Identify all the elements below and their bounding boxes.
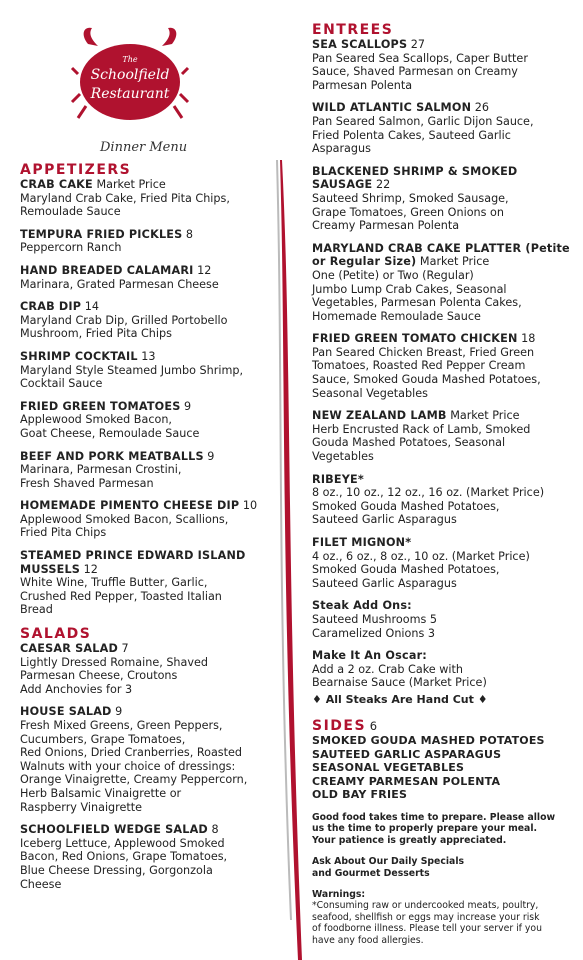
menu-item-price: Market Price: [416, 255, 490, 269]
entrees-list: [312, 38, 574, 690]
sides-list: [312, 734, 574, 802]
menu-item-desc: Vegetables: [312, 450, 374, 464]
menu-item-price: 27: [407, 38, 426, 51]
menu-item-heading: [20, 264, 270, 278]
menu-item-desc: Parmesan Cheese, Croutons: [20, 669, 178, 683]
menu-item-desc: Orange Vinaigrette, Creamy Peppercorn,: [20, 773, 248, 787]
menu-item: [312, 649, 574, 690]
menu-item-desc: Cucumbers, Grape Tomatoes,: [20, 732, 186, 746]
left-column: [20, 162, 270, 900]
menu-item-price: 12: [80, 562, 98, 576]
menu-item-name: Steak Add Ons:: [312, 599, 412, 613]
note-line: us the time to properly prepare your meal.: [312, 823, 538, 835]
menu-item-heading: [312, 649, 574, 663]
menu-item: [20, 499, 270, 540]
salads-list: [20, 642, 270, 891]
menu-item-heading: [20, 823, 270, 837]
menu-item-name: SCHOOLFIELD WEDGE SALAD: [20, 823, 208, 837]
side-item: SAUTEED GARLIC ASPARAGUS: [312, 747, 502, 761]
menu-item-name: MARYLAND CRAB CAKE PLATTER (Petite or Regular Size): [312, 241, 570, 269]
steaks-note: ♦ All Steaks Are Hand Cut ♦: [312, 692, 488, 706]
menu-item: [312, 536, 574, 590]
menu-item-price: Market Price: [446, 409, 520, 423]
menu-item-name: BLACKENED SHRIMP & SMOKED SAUSAGE: [312, 164, 518, 192]
menu-item-desc: Crushed Red Pepper, Toasted Italian: [20, 589, 222, 603]
menu-item: [312, 473, 574, 527]
menu-item-desc: Fresh Shaved Parmesan: [20, 476, 154, 490]
menu-item-desc: Smoked Gouda Mashed Potatoes,: [312, 563, 500, 577]
menu-item-price: 14: [81, 300, 99, 314]
menu-item-heading: [20, 549, 270, 576]
menu-item-price: 26: [471, 101, 489, 115]
menu-item-heading: [20, 178, 270, 192]
warnings: [312, 889, 574, 946]
menu-item-desc: Add Anchovies for 3: [20, 682, 133, 696]
menu-item-name: CAESAR SALAD: [20, 642, 118, 656]
menu-item-desc: Mushroom, Fried Pita Chips: [20, 327, 172, 341]
menu-item-name: HOUSE SALAD: [20, 705, 112, 719]
menu-item: [312, 409, 574, 463]
menu-item-heading: [20, 350, 270, 364]
side-item: OLD BAY FRIES: [312, 788, 408, 802]
menu-item: [20, 705, 270, 814]
menu-item-name: SEA SCALLOPS: [312, 38, 408, 51]
menu-item: [312, 242, 574, 324]
menu-item-desc: Bearnaise Sauce (Market Price): [312, 676, 487, 690]
menu-item-price: 13: [137, 349, 156, 363]
note-line: *Consuming raw or undercooked meats, poultry,: [312, 900, 539, 912]
menu-item-name: RIBEYE*: [312, 472, 364, 486]
divider-swoosh: [276, 160, 306, 960]
menu-item-heading: [312, 101, 574, 115]
warnings-text: [312, 900, 574, 946]
menu-item-desc: Sauteed Garlic Asparagus: [312, 513, 457, 527]
menu-item-name: SHRIMP COCKTAIL: [20, 349, 138, 363]
menu-item-name: FRIED GREEN TOMATOES: [20, 399, 181, 413]
appetizers-list: [20, 178, 270, 617]
menu-item-desc: Caramelized Onions 3: [312, 626, 435, 640]
menu-item-desc: Homemade Remoulade Sauce: [312, 309, 481, 323]
logo-line1: The: [122, 55, 138, 64]
menu-item-price: 7: [117, 642, 129, 656]
warnings-title: Warnings:: [312, 888, 366, 900]
menu-item-desc: Pan Seared Salmon, Garlic Dijon Sauce,: [312, 114, 534, 128]
menu-item-desc: Tomatoes, Roasted Red Pepper Cream: [312, 359, 526, 373]
menu-item-desc: Seasonal Vegetables: [312, 386, 428, 400]
menu-item: [20, 549, 270, 617]
menu-item-desc: Bacon, Red Onions, Grape Tomatoes,: [20, 850, 228, 864]
menu-item-desc: Herb Encrusted Rack of Lamb, Smoked: [312, 422, 531, 436]
menu-item: [20, 264, 270, 291]
menu-item-name: NEW ZEALAND LAMB: [312, 409, 447, 423]
menu-item-desc: White Wine, Truffle Butter, Garlic,: [20, 576, 208, 590]
menu-item-price: 10: [239, 499, 258, 513]
menu-item-desc: Iceberg Lettuce, Applewood Smoked: [20, 836, 225, 850]
menu-item-desc: Cheese: [20, 877, 62, 891]
menu-item-desc: Bread: [20, 603, 53, 617]
menu-item-heading: [312, 38, 574, 52]
sides-title: [312, 718, 574, 734]
sides-title-text: SIDES: [312, 717, 367, 734]
menu-item-desc: 4 oz., 6 oz., 8 oz., 10 oz. (Market Price): [312, 549, 530, 563]
menu-item: [20, 228, 270, 255]
side-item: SMOKED GOUDA MASHED POTATOES: [312, 733, 545, 747]
menu-item-desc: Pan Seared Sea Scallops, Caper Butter: [312, 51, 528, 65]
menu-item-heading: [20, 228, 270, 242]
menu-item-name: FRIED GREEN TOMATO CHICKEN: [312, 332, 518, 346]
menu-item-heading: [20, 450, 270, 464]
menu-item-price: 9: [203, 449, 215, 463]
right-column: [312, 22, 574, 946]
menu-item-desc: Marinara, Parmesan Crostini,: [20, 463, 182, 477]
menu-item-heading: [312, 409, 574, 423]
menu-item-desc: Maryland Crab Cake, Fried Pita Chips,: [20, 191, 230, 205]
menu-item-desc: Pan Seared Chicken Breast, Fried Green: [312, 345, 535, 359]
menu-item-desc: Sauce, Smoked Gouda Mashed Potatoes,: [312, 373, 541, 387]
menu-item-desc: Sauteed Mushrooms 5: [312, 612, 437, 626]
menu-item-price: 22: [372, 178, 391, 192]
logo-line2: Schoolfield: [90, 67, 170, 83]
menu-item-desc: Smoked Gouda Mashed Potatoes,: [312, 499, 500, 513]
menu-item-desc: Marinara, Grated Parmesan Cheese: [20, 277, 219, 291]
crab-logo: [70, 24, 190, 134]
menu-item-name: TEMPURA FRIED PICKLES: [20, 227, 183, 241]
menu-item-name: HAND BREADED CALAMARI: [20, 263, 194, 277]
note-line: Ask About Our Daily Specials: [312, 856, 465, 868]
menu-item-desc: Lightly Dressed Romaine, Shaved: [20, 655, 208, 669]
menu-item: [20, 400, 270, 441]
menu-item-desc: 8 oz., 10 oz., 12 oz., 16 oz. (Market Price): [312, 486, 545, 500]
note-line: have any food allergies.: [312, 934, 424, 946]
menu-item-desc: Grape Tomatoes, Green Onions on: [312, 205, 504, 219]
menu-item: [312, 38, 574, 92]
menu-item-price: 8: [207, 823, 219, 837]
menu-item-desc: Jumbo Lump Crab Cakes, Seasonal: [312, 282, 507, 296]
menu-item-heading: [312, 473, 574, 487]
menu-item-name: BEEF AND PORK MEATBALLS: [20, 449, 204, 463]
menu-item-desc: Raspberry Vinaigrette: [20, 800, 143, 814]
menu-item-price: 9: [111, 705, 123, 719]
menu-item-desc: Red Onions, Dried Cranberries, Roasted: [20, 746, 243, 760]
menu-item-desc: Maryland Crab Dip, Grilled Portobello: [20, 313, 228, 327]
menu-item-price: 8: [182, 227, 194, 241]
menu-item-heading: [312, 536, 574, 550]
menu-item-heading: [20, 300, 270, 314]
menu-item-desc: Applewood Smoked Bacon,: [20, 413, 172, 427]
menu-item-desc: Fried Pita Chips: [20, 526, 107, 540]
menu-item-name: FILET MIGNON*: [312, 536, 412, 549]
menu-item-desc: Fried Polenta Cakes, Sauteed Garlic: [312, 128, 511, 142]
menu-item-desc: One (Petite) or Two (Regular): [312, 268, 474, 282]
salads-title: SALADS: [20, 626, 92, 643]
menu-item: [312, 101, 574, 155]
menu-item-desc: Goat Cheese, Remoulade Sauce: [20, 426, 200, 440]
menu-item-name: CRAB CAKE: [20, 178, 93, 191]
menu-item-desc: Remoulade Sauce: [20, 205, 121, 219]
menu-item-desc: Herb Balsamic Vinaigrette or: [20, 786, 182, 800]
menu-item-price: 9: [180, 399, 192, 413]
menu-item: [312, 332, 574, 400]
menu-item-desc: Add a 2 oz. Crab Cake with: [312, 662, 463, 676]
menu-item-price: 12: [193, 263, 212, 277]
menu-item-name: STEAMED PRINCE EDWARD ISLAND MUSSELS: [20, 549, 246, 576]
menu-item: [20, 642, 270, 696]
entrees-title: ENTREES: [312, 22, 394, 38]
menu-item-desc: Blue Cheese Dressing, Gorgonzola: [20, 863, 213, 877]
note-line: Your patience is greatly appreciated.: [312, 834, 507, 846]
menu-item: [20, 300, 270, 341]
menu-item-heading: [20, 499, 270, 513]
menu-item-desc: Sauteed Shrimp, Smoked Sausage,: [312, 191, 509, 205]
side-item: SEASONAL VEGETABLES: [312, 761, 465, 775]
menu-subtitle: Dinner Menu: [100, 140, 188, 155]
prepare-note: [312, 812, 574, 846]
menu-item-heading: [20, 705, 270, 719]
menu-item-heading: [20, 642, 270, 656]
menu-item-price: 18: [517, 332, 536, 346]
menu-item-desc: Fresh Mixed Greens, Green Peppers,: [20, 719, 223, 732]
menu-item-name: Make It An Oscar:: [312, 649, 427, 663]
appetizers-title: APPETIZERS: [20, 162, 132, 178]
menu-item-desc: Creamy Parmesan Polenta: [312, 219, 460, 233]
logo-line3: Restaurant: [90, 86, 170, 102]
menu-item-desc: Peppercorn Ranch: [20, 241, 122, 255]
note-line: of foodborne illness. Please tell your server if you: [312, 923, 542, 935]
menu-item-heading: [312, 332, 574, 346]
note-line: Good food takes time to prepare. Please allow: [312, 811, 556, 823]
menu-item: [20, 178, 270, 219]
menu-item-heading: [312, 242, 574, 269]
sides-price: 6: [366, 718, 378, 733]
menu-item-desc: Vegetables, Parmesan Polenta Cakes,: [312, 296, 522, 310]
menu-item-desc: Sauteed Garlic Asparagus: [312, 576, 457, 590]
menu-item-desc: Asparagus: [312, 142, 371, 156]
menu-item-desc: Parmesan Polenta: [312, 78, 413, 92]
menu-item-heading: [312, 165, 574, 192]
menu-item-desc: Cocktail Sauce: [20, 377, 103, 391]
menu-item: [20, 350, 270, 391]
menu-item-desc: Maryland Style Steamed Jumbo Shrimp,: [20, 363, 244, 377]
menu-item-desc: Applewood Smoked Bacon, Scallions,: [20, 512, 229, 526]
menu-item-heading: [312, 599, 574, 613]
menu-item-heading: [20, 400, 270, 414]
menu-item-price: Market Price: [92, 178, 166, 191]
menu-item-desc: Gouda Mashed Potatoes, Seasonal: [312, 436, 506, 450]
menu-item: [312, 165, 574, 233]
menu-item: [312, 599, 574, 640]
menu-item-name: WILD ATLANTIC SALMON: [312, 101, 472, 115]
menu-item: [20, 450, 270, 491]
side-item: CREAMY PARMESAN POLENTA: [312, 774, 501, 788]
note-line: and Gourmet Desserts: [312, 867, 430, 879]
menu-item-name: CRAB DIP: [20, 300, 82, 314]
note-line: seafood, shellfish or eggs may increase your risk: [312, 911, 540, 923]
specials-note: [312, 856, 574, 879]
menu-item-name: HOMEMADE PIMENTO CHEESE DIP: [20, 499, 240, 513]
menu-item-desc: Sauce, Shaved Parmesan on Creamy: [312, 65, 518, 79]
menu-item: [20, 823, 270, 891]
menu-item-desc: Walnuts with your choice of dressings:: [20, 759, 236, 773]
